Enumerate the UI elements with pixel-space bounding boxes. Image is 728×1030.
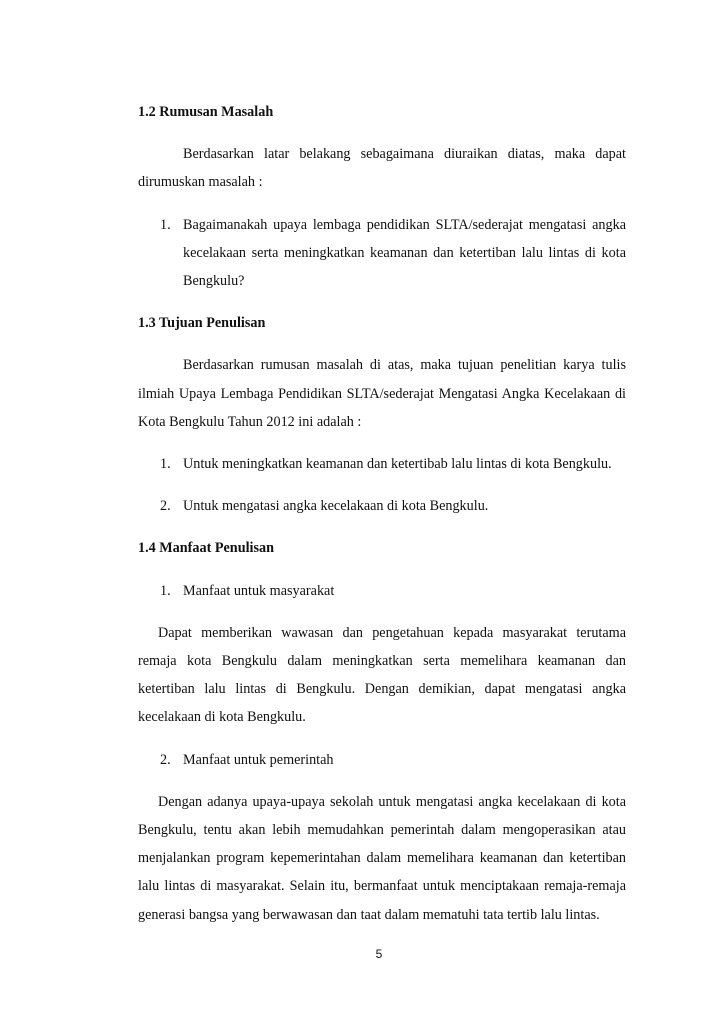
heading-rumusan-masalah: 1.2 Rumusan Masalah: [138, 104, 274, 120]
list-item-number: 1.: [160, 582, 171, 599]
list-item-number: 2.: [160, 751, 171, 768]
list-item: [138, 746, 626, 774]
list-manfaat-masyarakat: [138, 577, 626, 605]
list-tujuan-penulisan: [138, 450, 626, 520]
paragraph-rumusan-masalah: Berdasarkan latar belakang sebagaimana diuraikan diatas, maka dapat dirumuskan masalah :: [138, 146, 626, 191]
list-item: [138, 450, 626, 478]
page-content: [138, 98, 626, 929]
list-item: [138, 492, 626, 520]
list-item-text: Manfaat untuk masyarakat: [183, 582, 335, 599]
list-item-text: Manfaat untuk pemerintah: [183, 751, 334, 768]
list-item-text: Untuk meningkatkan keamanan dan ketertibab lalu lintas di kota Bengkulu.: [183, 456, 612, 473]
list-item: [138, 577, 626, 605]
paragraph-manfaat-masyarakat: Dapat memberikan wawasan dan pengetahuan kepada masyarakat terutama remaja kota Bengkulu dalam meningkatkan serta memelihara keamanan dan ketertiban lalu lintas di Bengkulu. Dengan demikian, dapat mengatasi angka kecelakaan di kota Bengkulu.: [138, 624, 626, 726]
list-manfaat-pemerintah: [138, 746, 626, 774]
heading-tujuan-penulisan: 1.3 Tujuan Penulisan: [138, 315, 266, 332]
paragraph-manfaat-pemerintah: Dengan adanya upaya-upaya sekolah untuk mengatasi angka kecelakaan di kota Bengkulu, tentu akan lebih memudahkan pemerintah dalam mengoperasikan atau menjalankan program kepemerintahan dalam memelihara keamanan dan ketertiban lalu lintas di masyarakat. Selain itu, bermanfaat untuk menciptakaan remaja-remaja generasi bangsa yang berwawasan dan taat dalam mematuhi tata tertib lalu lintas.: [138, 793, 626, 923]
list-item-number: 1.: [160, 456, 171, 473]
page-number: 5: [375, 947, 383, 961]
list-item-number: 2.: [160, 498, 171, 515]
list-item-text: Untuk mengatasi angka kecelakaan di kota Bengkulu.: [183, 498, 489, 515]
list-item: [138, 211, 626, 296]
paragraph-tujuan-penulisan: Berdasarkan rumusan masalah di atas, maka tujuan penelitian karya tulis ilmiah Upaya Lembaga Pendidikan SLTA/sederajat Mengatasi Angka Kecelakaan di Kota Bengkulu Tahun 2012 ini adalah :: [138, 357, 626, 430]
list-item-text: Bagaimanakah upaya lembaga pendidikan SLTA/sederajat mengatasi angka kecelakaan serta meningkatkan keamanan dan ketertiban lalu lintas di kota Bengkulu?: [183, 216, 626, 290]
heading-manfaat-penulisan: 1.4 Manfaat Penulisan: [138, 540, 274, 557]
list-rumusan-masalah: [138, 211, 626, 296]
list-item-number: 1.: [160, 216, 171, 233]
